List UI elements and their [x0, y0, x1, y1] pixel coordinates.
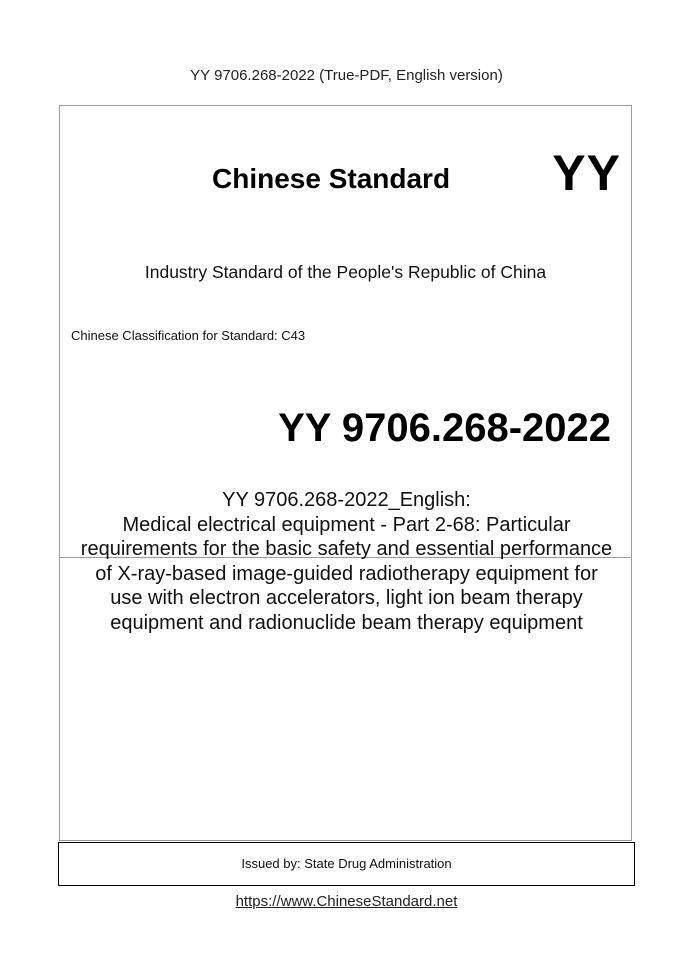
- industry-standard-line: Industry Standard of the People's Republic of China: [144, 262, 547, 282]
- standard-code-label: YY: [552, 145, 621, 201]
- description-line: YY 9706.268-2022_English:: [222, 489, 471, 511]
- description-line: Medical electrical equipment - Part 2-68: Particular: [122, 513, 571, 536]
- description-line: of X-ray-based image-guided radiotherapy equipment for: [95, 562, 598, 585]
- issuer-text: Issued by: State Drug Administration: [241, 856, 452, 871]
- classification-line: Chinese Classification for Standard: C43: [71, 328, 306, 343]
- description-line: requirements for the basic safety and essential performance: [80, 538, 613, 560]
- description-line: use with electron accelerators, light ion beam therapy: [110, 587, 583, 609]
- website-link[interactable]: https://www.ChineseStandard.net: [235, 893, 458, 910]
- description-line: equipment and radionuclide beam therapy equipment: [110, 611, 583, 634]
- cover-frame: [59, 105, 632, 841]
- description-block: [0, 488, 693, 635]
- document-number: YY 9706.268-2022: [278, 406, 611, 450]
- footer-link-row: [0, 893, 693, 910]
- standard-title: Chinese Standard: [212, 163, 451, 194]
- page-header: YY 9706.268-2022 (True-PDF, English version): [190, 67, 503, 84]
- issuer-box: [58, 842, 635, 886]
